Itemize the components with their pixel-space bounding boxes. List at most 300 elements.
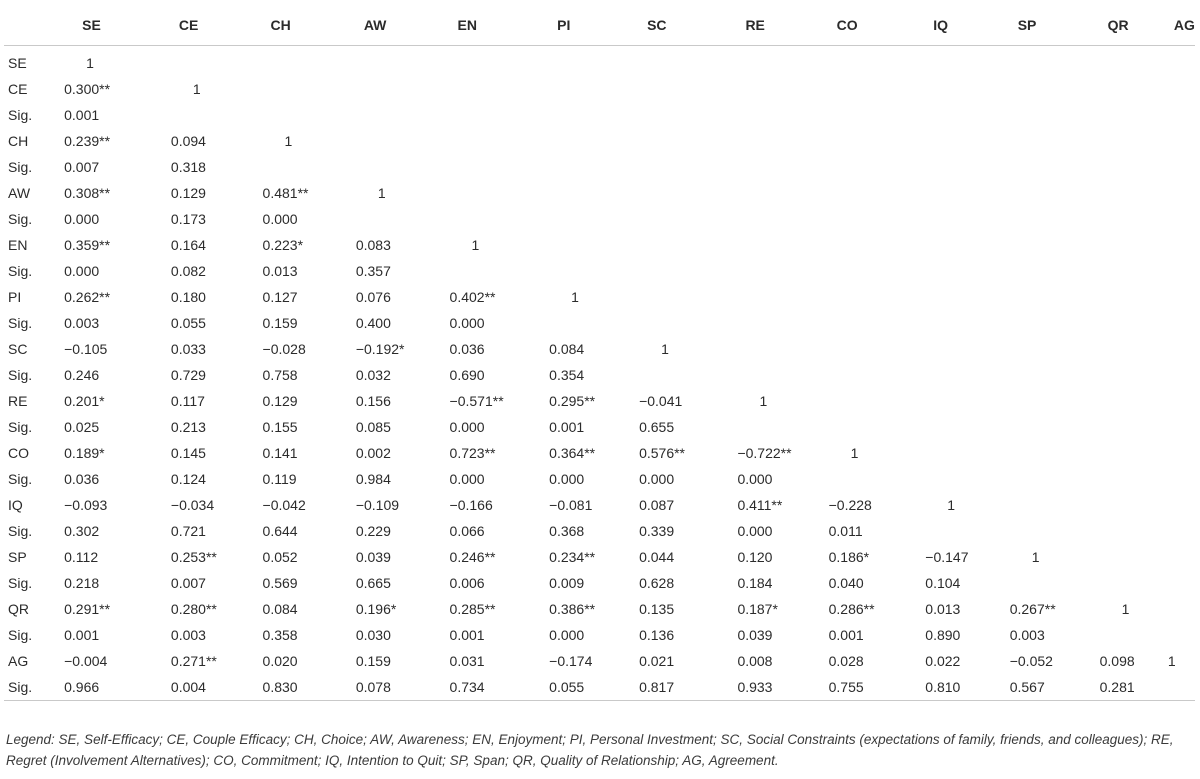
empty-cell	[549, 128, 639, 154]
empty-cell	[1100, 154, 1166, 180]
table-cell: 0.007	[170, 575, 206, 591]
empty-cell	[737, 154, 828, 180]
correlation-row	[4, 76, 1195, 102]
empty-cell	[1166, 518, 1195, 544]
correlation-row	[4, 128, 1195, 154]
table-cell: −0.052	[1009, 653, 1053, 669]
table-cell: 0.000	[737, 523, 773, 539]
row-label: Sig.	[8, 523, 33, 539]
empty-cell	[1010, 206, 1100, 232]
row-label: Sig.	[8, 575, 33, 591]
empty-cell	[1166, 596, 1195, 622]
table-cell: 0.567	[1009, 679, 1045, 695]
table-cell: 1	[284, 133, 293, 149]
table-cell: 0.020	[262, 653, 298, 669]
column-header-ch: CH	[263, 4, 356, 46]
table-cell: 0.569	[262, 575, 298, 591]
table-cell: 0.084	[262, 601, 298, 617]
table-cell: 0.000	[64, 211, 100, 227]
table-cell: 0.155	[262, 419, 298, 435]
table-cell: 0.481**	[262, 185, 309, 201]
empty-cell	[737, 128, 828, 154]
table-cell: 0.400	[355, 315, 391, 331]
table-cell: 0.187*	[737, 601, 778, 617]
table-cell: 0.933	[737, 679, 773, 695]
empty-cell	[737, 258, 828, 284]
empty-cell	[639, 154, 737, 180]
empty-cell	[1166, 232, 1195, 258]
column-header-iq: IQ	[925, 4, 1009, 46]
table-cell: 0.758	[262, 367, 298, 383]
empty-cell	[1010, 388, 1100, 414]
table-cell: 0.066	[449, 523, 485, 539]
empty-cell	[737, 206, 828, 232]
significance-row	[4, 622, 1195, 648]
table-cell: 0.129	[170, 185, 206, 201]
significance-row	[4, 466, 1195, 492]
empty-cell	[925, 336, 1009, 362]
table-cell: 0.022	[925, 653, 961, 669]
table-cell: 0.830	[262, 679, 298, 695]
empty-cell	[639, 284, 737, 310]
table-cell: 0.000	[549, 627, 585, 643]
empty-cell	[1166, 544, 1195, 570]
empty-cell	[1166, 674, 1195, 701]
table-cell: 0.291**	[64, 601, 111, 617]
empty-cell	[450, 206, 550, 232]
empty-cell	[1100, 388, 1166, 414]
row-label: Sig.	[8, 679, 33, 695]
table-cell: 0.013	[262, 263, 298, 279]
empty-cell	[356, 154, 450, 180]
empty-cell	[925, 128, 1009, 154]
empty-cell	[1100, 544, 1166, 570]
empty-cell	[549, 76, 639, 102]
table-cell: 0.078	[355, 679, 391, 695]
correlation-row	[4, 46, 1195, 77]
empty-cell	[1166, 258, 1195, 284]
empty-cell	[737, 232, 828, 258]
table-cell: 1	[1167, 653, 1176, 669]
empty-cell	[450, 76, 550, 102]
table-cell: 0.083	[355, 237, 391, 253]
table-cell: 0.001	[64, 627, 100, 643]
empty-cell	[263, 76, 356, 102]
empty-cell	[549, 310, 639, 336]
empty-cell	[1166, 102, 1195, 128]
table-cell: 0.246**	[449, 549, 496, 565]
empty-cell	[549, 154, 639, 180]
table-cell: 0.004	[170, 679, 206, 695]
row-label: SP	[8, 549, 27, 565]
empty-cell	[639, 232, 737, 258]
significance-row	[4, 206, 1195, 232]
table-cell: 0.000	[449, 315, 485, 331]
table-cell: 1	[850, 445, 859, 461]
table-cell: 0.402**	[449, 289, 496, 305]
correlation-row	[4, 492, 1195, 518]
table-cell: 1	[471, 237, 480, 253]
table-cell: 0.087	[639, 497, 675, 513]
table-cell: 0.002	[355, 445, 391, 461]
empty-cell	[1100, 128, 1166, 154]
empty-cell	[171, 102, 263, 128]
table-cell: 0.218	[64, 575, 100, 591]
table-cell: 0.098	[1099, 653, 1135, 669]
row-label: RE	[8, 393, 28, 409]
empty-cell	[829, 466, 926, 492]
table-cell: 1	[947, 497, 956, 513]
table-cell: 0.890	[925, 627, 961, 643]
table-cell: −0.228	[828, 497, 872, 513]
empty-cell	[1010, 180, 1100, 206]
empty-cell	[639, 76, 737, 102]
table-cell: 0.001	[449, 627, 485, 643]
table-cell: 0.000	[449, 471, 485, 487]
row-label: EN	[8, 237, 28, 253]
correlation-row	[4, 232, 1195, 258]
table-cell: 0.339	[639, 523, 675, 539]
empty-cell	[1166, 440, 1195, 466]
row-label: Sig.	[8, 263, 33, 279]
empty-cell	[639, 206, 737, 232]
empty-cell	[925, 46, 1009, 77]
empty-cell	[1166, 414, 1195, 440]
empty-cell	[925, 310, 1009, 336]
empty-cell	[1010, 284, 1100, 310]
table-cell: 0.000	[549, 471, 585, 487]
empty-cell	[1100, 492, 1166, 518]
table-cell: 0.003	[64, 315, 100, 331]
table-cell: 0.368	[549, 523, 585, 539]
row-label: CO	[8, 445, 29, 461]
empty-cell	[639, 128, 737, 154]
row-label: IQ	[8, 497, 23, 513]
table-cell: 0.040	[828, 575, 864, 591]
empty-cell	[1010, 570, 1100, 596]
empty-cell	[549, 258, 639, 284]
table-cell: −0.109	[355, 497, 400, 513]
column-header-ag: AG	[1166, 4, 1195, 46]
table-cell: −0.004	[64, 653, 108, 669]
header-corner	[4, 4, 64, 46]
row-label: Sig.	[8, 471, 33, 487]
table-cell: 0.127	[262, 289, 298, 305]
table-cell: −0.722**	[737, 445, 792, 461]
table-cell: 0.001	[828, 627, 864, 643]
table-cell: 0.411**	[737, 497, 783, 513]
empty-cell	[356, 128, 450, 154]
empty-cell	[829, 154, 926, 180]
table-cell: 0.354	[549, 367, 585, 383]
column-header-ce: CE	[171, 4, 263, 46]
table-cell: 0.229	[355, 523, 391, 539]
significance-row	[4, 258, 1195, 284]
table-cell: 0.008	[737, 653, 773, 669]
column-header-pi: PI	[549, 4, 639, 46]
empty-cell	[1010, 492, 1100, 518]
significance-row	[4, 674, 1195, 701]
empty-cell	[639, 46, 737, 77]
empty-cell	[737, 414, 828, 440]
table-cell: 0.001	[64, 107, 100, 123]
empty-cell	[1010, 76, 1100, 102]
table-cell: 0.386**	[549, 601, 596, 617]
empty-cell	[1010, 232, 1100, 258]
table-cell: 0.000	[737, 471, 773, 487]
empty-cell	[1166, 310, 1195, 336]
table-cell: −0.041	[639, 393, 683, 409]
empty-cell	[829, 102, 926, 128]
empty-cell	[263, 102, 356, 128]
column-header-en: EN	[450, 4, 550, 46]
empty-cell	[1166, 388, 1195, 414]
column-header-re: RE	[737, 4, 828, 46]
correlation-row	[4, 440, 1195, 466]
empty-cell	[1010, 258, 1100, 284]
table-cell: 0.000	[64, 263, 100, 279]
empty-cell	[829, 310, 926, 336]
empty-cell	[1010, 102, 1100, 128]
empty-cell	[263, 154, 356, 180]
table-cell: 0.364**	[549, 445, 596, 461]
table-cell: 0.357	[355, 263, 391, 279]
table-cell: 0.576**	[639, 445, 686, 461]
empty-cell	[356, 46, 450, 77]
row-label: Sig.	[8, 627, 33, 643]
table-cell: 0.721	[170, 523, 206, 539]
empty-cell	[1010, 154, 1100, 180]
empty-cell	[1010, 128, 1100, 154]
empty-cell	[925, 258, 1009, 284]
table-cell: 0.006	[449, 575, 485, 591]
empty-cell	[925, 284, 1009, 310]
row-label: Sig.	[8, 315, 33, 331]
table-cell: 0.124	[170, 471, 206, 487]
table-cell: 0.201*	[64, 393, 105, 409]
table-cell: −0.028	[262, 341, 306, 357]
empty-cell	[925, 388, 1009, 414]
table-cell: 0.120	[737, 549, 773, 565]
table-cell: 1	[661, 341, 669, 357]
empty-cell	[639, 102, 737, 128]
table-cell: −0.034	[170, 497, 215, 513]
table-cell: 0.318	[170, 159, 206, 175]
table-cell: 0.246	[64, 367, 100, 383]
table-cell: 0.104	[925, 575, 961, 591]
empty-cell	[549, 232, 639, 258]
table-cell: 0.300**	[64, 81, 111, 97]
table-cell: 0.196*	[355, 601, 397, 617]
table-cell: 1	[192, 81, 201, 97]
table-cell: 0.665	[355, 575, 391, 591]
empty-cell	[829, 232, 926, 258]
table-body	[4, 46, 1195, 701]
table-cell: 0.280**	[170, 601, 217, 617]
table-cell: 0.001	[549, 419, 585, 435]
table-cell: 0.135	[639, 601, 675, 617]
correlation-row	[4, 596, 1195, 622]
table-cell: 0.239**	[64, 133, 111, 149]
table-cell: 0.082	[170, 263, 206, 279]
empty-cell	[356, 102, 450, 128]
table-cell: 0.145	[170, 445, 206, 461]
empty-cell	[450, 180, 550, 206]
table-cell: 0.358	[262, 627, 298, 643]
empty-cell	[1100, 284, 1166, 310]
empty-cell	[1166, 492, 1195, 518]
table-cell: −0.174	[549, 653, 593, 669]
empty-cell	[829, 414, 926, 440]
row-label: SE	[8, 55, 27, 71]
table-cell: 1	[571, 289, 579, 305]
empty-cell	[549, 46, 639, 77]
table-cell: 0.052	[262, 549, 298, 565]
column-header-aw: AW	[356, 4, 450, 46]
empty-cell	[925, 518, 1009, 544]
empty-cell	[1166, 570, 1195, 596]
empty-cell	[1166, 180, 1195, 206]
table-cell: 0.690	[449, 367, 485, 383]
table-cell: 0.734	[449, 679, 485, 695]
table-cell: −0.081	[549, 497, 593, 513]
table-cell: 0.094	[170, 133, 206, 149]
empty-cell	[1166, 284, 1195, 310]
empty-cell	[450, 102, 550, 128]
significance-row	[4, 570, 1195, 596]
empty-cell	[356, 206, 450, 232]
empty-cell	[549, 102, 639, 128]
empty-cell	[639, 310, 737, 336]
table-cell: 0.308**	[64, 185, 111, 201]
column-header-sp: SP	[1010, 4, 1100, 46]
correlation-row	[4, 336, 1195, 362]
table-cell: 0.271**	[170, 653, 217, 669]
table-cell: 0.112	[64, 549, 99, 565]
empty-cell	[925, 414, 1009, 440]
empty-cell	[1100, 518, 1166, 544]
empty-cell	[1010, 46, 1100, 77]
table-header-row	[4, 4, 1195, 46]
table-cell: 0.003	[170, 627, 206, 643]
correlation-row	[4, 284, 1195, 310]
table-legend: Legend: SE, Self-Efficacy; CE, Couple Efficacy; CH, Choice; AW, Awareness; EN, Enjoyment; PI, Personal Investment; SC, Social Constraints (expectations of family, friends, and colleagues); RE, Regret (Involvement Alternatives); CO, Commitment; IQ, Intention to Quit; SP, Span; QR, Quality of Relationship; AG, Agreement.	[6, 732, 1174, 768]
empty-cell	[737, 180, 828, 206]
table-cell: 0.119	[262, 471, 297, 487]
empty-cell	[1100, 76, 1166, 102]
empty-cell	[829, 206, 926, 232]
empty-cell	[450, 46, 550, 77]
table-cell: 0.189*	[64, 445, 105, 461]
row-label: AW	[8, 185, 31, 201]
table-cell: 0.253**	[170, 549, 217, 565]
table-cell: 0.033	[170, 341, 206, 357]
table-cell: 0.159	[262, 315, 298, 331]
table-cell: 0.186*	[828, 549, 870, 565]
column-header-co: CO	[829, 4, 926, 46]
table-cell: 0.000	[262, 211, 298, 227]
table-cell: 0.173	[170, 211, 206, 227]
table-cell: 0.003	[1009, 627, 1045, 643]
table-cell: 0.223*	[262, 237, 304, 253]
table-cell: −0.147	[925, 549, 969, 565]
column-header-sc: SC	[639, 4, 737, 46]
empty-cell	[737, 102, 828, 128]
row-label: CH	[8, 133, 29, 149]
table-cell: −0.105	[64, 341, 108, 357]
table-cell: 0.009	[549, 575, 585, 591]
table-cell: 0.180	[170, 289, 206, 305]
table-cell: −0.571**	[449, 393, 504, 409]
correlation-row	[4, 180, 1195, 206]
table-cell: 0.036	[449, 341, 485, 357]
empty-cell	[925, 362, 1009, 388]
significance-row	[4, 154, 1195, 180]
empty-cell	[549, 180, 639, 206]
table-bottom-rule	[4, 701, 1195, 704]
empty-cell	[1166, 206, 1195, 232]
table-cell: 0.036	[64, 471, 100, 487]
table-cell: 0.286**	[828, 601, 875, 617]
table-cell: 0.028	[828, 653, 864, 669]
table-cell: 0.032	[355, 367, 391, 383]
table-cell: 0.000	[449, 419, 485, 435]
table-cell: −0.042	[262, 497, 306, 513]
table-cell: 0.810	[925, 679, 961, 695]
empty-cell	[450, 154, 550, 180]
empty-cell	[737, 284, 828, 310]
empty-cell	[737, 76, 828, 102]
empty-cell	[829, 362, 926, 388]
empty-cell	[450, 128, 550, 154]
empty-cell	[1100, 310, 1166, 336]
empty-cell	[1010, 466, 1100, 492]
empty-cell	[925, 102, 1009, 128]
empty-cell	[1166, 154, 1195, 180]
table-cell: 0.141	[262, 445, 298, 461]
row-label: CE	[8, 81, 28, 97]
correlation-row	[4, 388, 1195, 414]
table-cell: 0.644	[262, 523, 298, 539]
table-cell: 1	[86, 55, 94, 71]
empty-cell	[1166, 336, 1195, 362]
empty-cell	[925, 206, 1009, 232]
correlation-row	[4, 544, 1195, 570]
empty-cell	[829, 128, 926, 154]
table-cell: 0.234**	[549, 549, 596, 565]
empty-cell	[639, 180, 737, 206]
row-label: PI	[8, 289, 22, 305]
significance-row	[4, 414, 1195, 440]
table-cell: 0.084	[549, 341, 585, 357]
table-cell: 0.285**	[449, 601, 496, 617]
table-cell: 0.117	[170, 393, 205, 409]
empty-cell	[925, 232, 1009, 258]
row-label: Sig.	[8, 419, 33, 435]
empty-cell	[925, 180, 1009, 206]
empty-cell	[1100, 414, 1166, 440]
empty-cell	[1100, 336, 1166, 362]
empty-cell	[1166, 76, 1195, 102]
table-cell: 0.159	[355, 653, 391, 669]
empty-cell	[1010, 440, 1100, 466]
table-cell: 0.044	[639, 549, 675, 565]
significance-row	[4, 310, 1195, 336]
empty-cell	[829, 284, 926, 310]
empty-cell	[829, 180, 926, 206]
row-label: Sig.	[8, 211, 33, 227]
empty-cell	[1100, 440, 1166, 466]
